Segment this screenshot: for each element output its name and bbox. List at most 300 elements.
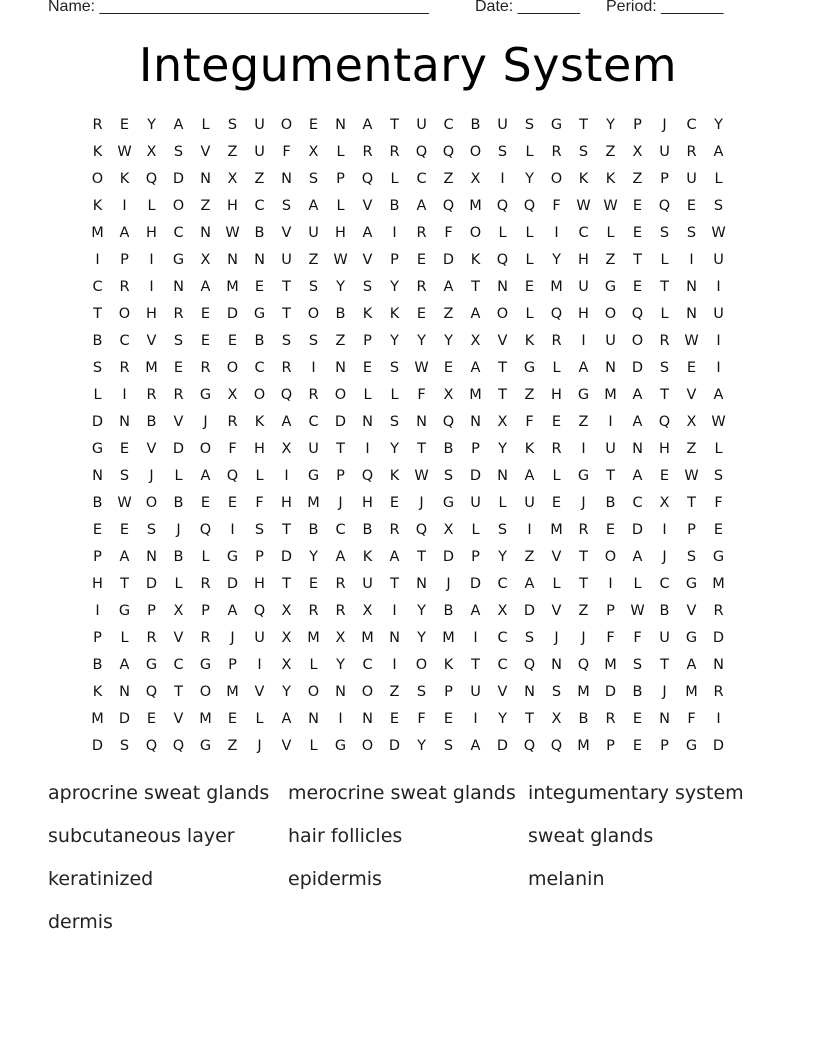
grid-letter: Q: [523, 657, 536, 673]
grid-letter: X: [659, 495, 670, 511]
grid-letter: S: [308, 279, 319, 295]
grid-letter: B: [443, 603, 454, 619]
grid-letter: M: [577, 684, 590, 700]
grid-letter: O: [361, 738, 374, 754]
grid-letter: M: [199, 711, 212, 727]
grid-letter: U: [281, 252, 292, 268]
grid-letter: B: [92, 657, 103, 673]
grid-letter: Y: [282, 684, 291, 700]
grid-letter: P: [471, 441, 480, 457]
word-list-item: merocrine sweat glands: [288, 782, 516, 804]
grid-letter: M: [226, 684, 239, 700]
grid-letter: N: [497, 468, 508, 484]
letter-grid: [84, 112, 744, 760]
grid-letter: D: [118, 711, 131, 727]
grid-letter: J: [230, 630, 235, 646]
grid-letter: N: [686, 279, 697, 295]
grid-letter: L: [255, 468, 264, 484]
grid-letter: X: [200, 252, 211, 268]
grid-letter: V: [362, 252, 373, 268]
grid-letter: X: [308, 144, 319, 160]
grid-letter: I: [716, 333, 721, 349]
word-list-item: hair follicles: [288, 825, 403, 847]
grid-letter: Z: [443, 306, 454, 322]
grid-letter: V: [686, 387, 697, 403]
grid-letter: Y: [336, 279, 345, 295]
grid-letter: Y: [714, 117, 723, 133]
grid-letter: X: [443, 522, 454, 538]
grid-letter: J: [257, 738, 262, 754]
grid-letter: X: [497, 603, 508, 619]
grid-letter: T: [282, 576, 291, 592]
grid-letter: H: [254, 576, 265, 592]
grid-letter: S: [227, 117, 238, 133]
grid-letter: J: [662, 549, 667, 565]
grid-letter: V: [551, 603, 562, 619]
grid-letter: D: [631, 360, 644, 376]
grid-letter: H: [146, 225, 157, 241]
grid-letter: B: [605, 495, 616, 511]
grid-letter: X: [227, 387, 238, 403]
grid-letter: Z: [524, 387, 535, 403]
grid-letter: V: [281, 225, 292, 241]
grid-letter: D: [712, 630, 725, 646]
grid-letter: C: [632, 495, 643, 511]
grid-letter: S: [173, 333, 184, 349]
grid-letter: N: [173, 279, 184, 295]
grid-row: [84, 517, 744, 544]
grid-letter: N: [281, 171, 292, 187]
grid-letter: K: [254, 414, 265, 430]
grid-letter: H: [362, 495, 373, 511]
grid-letter: A: [389, 549, 400, 565]
grid-letter: N: [362, 414, 373, 430]
grid-letter: Z: [578, 603, 589, 619]
grid-letter: Q: [145, 684, 158, 700]
grid-letter: M: [91, 711, 104, 727]
grid-letter: R: [200, 630, 211, 646]
grid-letter: I: [257, 657, 262, 673]
grid-letter: X: [470, 333, 481, 349]
grid-letter: C: [578, 225, 589, 241]
grid-letter: L: [471, 522, 480, 538]
grid-letter: G: [685, 576, 698, 592]
grid-letter: Q: [442, 144, 455, 160]
grid-letter: N: [335, 360, 346, 376]
grid-letter: A: [524, 576, 535, 592]
grid-letter: Y: [390, 333, 399, 349]
grid-letter: O: [469, 225, 482, 241]
grid-letter: H: [227, 198, 238, 214]
grid-letter: L: [525, 306, 534, 322]
grid-letter: A: [632, 387, 643, 403]
grid-letter: R: [200, 360, 211, 376]
grid-letter: E: [443, 711, 454, 727]
grid-letter: J: [176, 522, 181, 538]
grid-letter: U: [659, 630, 670, 646]
grid-letter: T: [93, 306, 102, 322]
grid-letter: T: [174, 684, 183, 700]
grid-letter: A: [713, 387, 724, 403]
grid-letter: I: [662, 522, 667, 538]
grid-letter: M: [712, 576, 725, 592]
grid-letter: D: [226, 576, 239, 592]
grid-letter: Q: [442, 198, 455, 214]
grid-letter: I: [608, 576, 613, 592]
grid-letter: V: [281, 738, 292, 754]
grid-letter: X: [227, 171, 238, 187]
grid-letter: D: [388, 738, 401, 754]
grid-letter: S: [632, 657, 643, 673]
grid-letter: F: [282, 144, 291, 160]
grid-letter: B: [308, 522, 319, 538]
grid-letter: K: [92, 684, 103, 700]
grid-letter: T: [633, 252, 642, 268]
grid-letter: Q: [658, 414, 671, 430]
grid-letter: I: [338, 711, 343, 727]
grid-letter: S: [524, 630, 535, 646]
grid-letter: L: [606, 225, 615, 241]
grid-letter: O: [496, 306, 509, 322]
grid-letter: I: [284, 468, 289, 484]
grid-letter: C: [335, 522, 346, 538]
grid-letter: X: [173, 603, 184, 619]
grid-letter: Y: [147, 117, 156, 133]
grid-row: [84, 733, 744, 760]
date-field: Date: _______: [475, 0, 580, 15]
grid-letter: X: [362, 603, 373, 619]
grid-letter: I: [122, 387, 127, 403]
grid-letter: S: [119, 738, 130, 754]
grid-letter: Q: [550, 306, 563, 322]
grid-letter: U: [605, 333, 616, 349]
grid-letter: U: [605, 441, 616, 457]
grid-letter: P: [336, 468, 345, 484]
grid-letter: L: [201, 117, 210, 133]
grid-letter: P: [687, 522, 696, 538]
grid-letter: U: [470, 684, 481, 700]
grid-row: [84, 220, 744, 247]
grid-letter: I: [122, 198, 127, 214]
grid-letter: I: [95, 603, 100, 619]
grid-letter: G: [253, 306, 266, 322]
grid-letter: E: [362, 360, 373, 376]
grid-letter: A: [524, 468, 535, 484]
grid-letter: C: [443, 117, 454, 133]
grid-letter: O: [469, 144, 482, 160]
grid-letter: B: [443, 441, 454, 457]
grid-letter: P: [363, 333, 372, 349]
grid-letter: A: [308, 198, 319, 214]
grid-letter: Y: [498, 441, 507, 457]
grid-letter: E: [200, 495, 211, 511]
grid-letter: S: [497, 522, 508, 538]
grid-letter: A: [227, 603, 238, 619]
grid-letter: J: [446, 576, 451, 592]
grid-letter: X: [146, 144, 157, 160]
grid-letter: A: [632, 414, 643, 430]
grid-letter: J: [662, 117, 667, 133]
grid-letter: Y: [417, 333, 426, 349]
grid-letter: H: [254, 441, 265, 457]
grid-letter: C: [173, 657, 184, 673]
grid-letter: G: [199, 387, 212, 403]
grid-letter: J: [581, 630, 586, 646]
word-list-item: sweat glands: [528, 825, 654, 847]
grid-letter: K: [524, 333, 535, 349]
grid-letter: Y: [390, 279, 399, 295]
grid-letter: R: [551, 333, 562, 349]
grid-letter: U: [713, 306, 724, 322]
grid-letter: C: [497, 657, 508, 673]
grid-letter: E: [551, 414, 562, 430]
grid-letter: I: [311, 360, 316, 376]
grid-letter: A: [470, 603, 481, 619]
grid-letter: U: [659, 144, 670, 160]
grid-letter: I: [500, 171, 505, 187]
grid-letter: R: [389, 144, 400, 160]
grid-letter: P: [660, 171, 669, 187]
grid-row: [84, 166, 744, 193]
grid-letter: E: [173, 360, 184, 376]
grid-letter: A: [119, 657, 130, 673]
grid-letter: G: [577, 468, 590, 484]
grid-letter: B: [173, 549, 184, 565]
grid-letter: L: [525, 225, 534, 241]
grid-letter: X: [632, 144, 643, 160]
grid-letter: P: [93, 630, 102, 646]
grid-letter: R: [173, 306, 184, 322]
grid-letter: W: [684, 468, 699, 484]
grid-letter: Z: [605, 252, 616, 268]
grid-letter: Q: [631, 306, 644, 322]
grid-letter: C: [119, 333, 130, 349]
grid-letter: U: [254, 117, 265, 133]
grid-letter: R: [200, 576, 211, 592]
grid-letter: R: [146, 387, 157, 403]
grid-letter: Y: [417, 630, 426, 646]
grid-letter: Q: [550, 738, 563, 754]
grid-letter: Z: [524, 549, 535, 565]
grid-letter: R: [335, 603, 346, 619]
grid-letter: A: [362, 117, 373, 133]
grid-letter: Z: [443, 171, 454, 187]
grid-letter: E: [200, 333, 211, 349]
grid-letter: F: [552, 198, 561, 214]
grid-letter: I: [392, 225, 397, 241]
grid-letter: Y: [309, 549, 318, 565]
grid-letter: I: [365, 441, 370, 457]
grid-letter: R: [713, 603, 724, 619]
grid-letter: L: [714, 171, 723, 187]
grid-letter: K: [605, 171, 616, 187]
grid-letter: I: [608, 414, 613, 430]
grid-letter: C: [173, 225, 184, 241]
grid-letter: W: [333, 252, 348, 268]
grid-letter: R: [308, 387, 319, 403]
grid-letter: R: [416, 225, 427, 241]
grid-letter: S: [281, 198, 292, 214]
grid-letter: A: [632, 549, 643, 565]
grid-letter: S: [524, 117, 535, 133]
grid-letter: H: [335, 225, 346, 241]
grid-letter: B: [254, 225, 265, 241]
grid-letter: R: [578, 522, 589, 538]
grid-letter: I: [581, 333, 586, 349]
grid-letter: L: [309, 738, 318, 754]
period-field: Period: _______: [606, 0, 724, 15]
grid-letter: D: [334, 414, 347, 430]
grid-letter: N: [389, 630, 400, 646]
grid-letter: S: [659, 360, 670, 376]
grid-letter: E: [551, 495, 562, 511]
grid-letter: Q: [658, 198, 671, 214]
grid-letter: X: [686, 414, 697, 430]
grid-letter: B: [254, 333, 265, 349]
grid-letter: X: [281, 603, 292, 619]
word-list-item: aprocrine sweat glands: [48, 782, 270, 804]
grid-letter: J: [419, 495, 424, 511]
grid-letter: A: [200, 468, 211, 484]
grid-letter: X: [335, 630, 346, 646]
grid-letter: P: [606, 603, 615, 619]
grid-letter: P: [255, 549, 264, 565]
grid-letter: D: [91, 738, 104, 754]
grid-letter: S: [281, 333, 292, 349]
grid-letter: S: [713, 198, 724, 214]
grid-letter: I: [473, 630, 478, 646]
grid-row: [84, 463, 744, 490]
grid-letter: D: [523, 603, 536, 619]
grid-letter: D: [631, 522, 644, 538]
grid-letter: M: [577, 738, 590, 754]
grid-letter: X: [497, 414, 508, 430]
grid-letter: O: [307, 306, 320, 322]
grid-letter: K: [470, 252, 481, 268]
grid-letter: G: [145, 657, 158, 673]
grid-letter: N: [119, 414, 130, 430]
grid-letter: E: [443, 360, 454, 376]
grid-letter: Q: [199, 522, 212, 538]
grid-letter: G: [199, 657, 212, 673]
grid-letter: X: [443, 387, 454, 403]
grid-letter: R: [146, 630, 157, 646]
grid-letter: S: [389, 360, 400, 376]
grid-letter: R: [713, 684, 724, 700]
grid-letter: S: [146, 522, 157, 538]
grid-letter: R: [119, 360, 130, 376]
grid-row: [84, 139, 744, 166]
grid-letter: N: [335, 117, 346, 133]
grid-letter: T: [660, 387, 669, 403]
grid-letter: N: [470, 414, 481, 430]
grid-letter: E: [227, 495, 238, 511]
grid-letter: A: [632, 468, 643, 484]
grid-letter: F: [714, 495, 723, 511]
grid-letter: W: [414, 360, 429, 376]
grid-letter: C: [254, 360, 265, 376]
grid-letter: S: [254, 522, 265, 538]
grid-letter: F: [606, 630, 615, 646]
grid-letter: Y: [390, 441, 399, 457]
grid-letter: W: [225, 225, 240, 241]
grid-letter: H: [146, 306, 157, 322]
word-list-item: epidermis: [288, 868, 382, 890]
grid-letter: I: [527, 522, 532, 538]
grid-letter: C: [362, 657, 373, 673]
grid-letter: L: [552, 576, 561, 592]
grid-letter: T: [660, 279, 669, 295]
grid-row: [84, 625, 744, 652]
grid-letter: E: [605, 522, 616, 538]
grid-letter: O: [604, 549, 617, 565]
grid-letter: Q: [496, 198, 509, 214]
grid-letter: L: [363, 387, 372, 403]
grid-letter: L: [336, 144, 345, 160]
grid-letter: E: [632, 279, 643, 295]
grid-letter: P: [606, 738, 615, 754]
grid-letter: G: [685, 738, 698, 754]
grid-letter: N: [200, 225, 211, 241]
grid-row: [84, 571, 744, 598]
grid-letter: S: [92, 360, 103, 376]
grid-letter: E: [686, 360, 697, 376]
grid-letter: I: [689, 252, 694, 268]
grid-letter: T: [579, 117, 588, 133]
grid-letter: T: [417, 441, 426, 457]
grid-letter: S: [686, 549, 697, 565]
grid-letter: L: [390, 387, 399, 403]
grid-letter: W: [117, 495, 132, 511]
grid-letter: G: [577, 387, 590, 403]
grid-letter: B: [470, 117, 481, 133]
grid-letter: Y: [525, 171, 534, 187]
grid-letter: E: [389, 495, 400, 511]
grid-letter: R: [335, 576, 346, 592]
grid-letter: R: [362, 144, 373, 160]
grid-letter: D: [442, 549, 455, 565]
grid-letter: O: [145, 495, 158, 511]
grid-letter: W: [576, 198, 591, 214]
grid-letter: I: [392, 657, 397, 673]
grid-letter: Y: [444, 333, 453, 349]
grid-letter: Q: [442, 414, 455, 430]
grid-letter: T: [390, 117, 399, 133]
grid-letter: F: [687, 711, 696, 727]
grid-letter: A: [470, 306, 481, 322]
grid-letter: G: [550, 117, 563, 133]
grid-letter: P: [147, 603, 156, 619]
grid-row: [84, 193, 744, 220]
grid-row: [84, 652, 744, 679]
grid-letter: O: [199, 441, 212, 457]
word-list: [48, 779, 768, 951]
grid-letter: M: [550, 279, 563, 295]
grid-letter: Q: [523, 198, 536, 214]
grid-row: [84, 112, 744, 139]
grid-letter: B: [578, 711, 589, 727]
grid-letter: E: [119, 117, 130, 133]
grid-letter: U: [686, 171, 697, 187]
grid-letter: M: [550, 522, 563, 538]
grid-letter: U: [497, 117, 508, 133]
grid-letter: M: [361, 630, 374, 646]
grid-letter: S: [389, 414, 400, 430]
grid-letter: E: [119, 522, 130, 538]
grid-letter: A: [470, 360, 481, 376]
grid-letter: O: [280, 117, 293, 133]
grid-letter: J: [662, 684, 667, 700]
